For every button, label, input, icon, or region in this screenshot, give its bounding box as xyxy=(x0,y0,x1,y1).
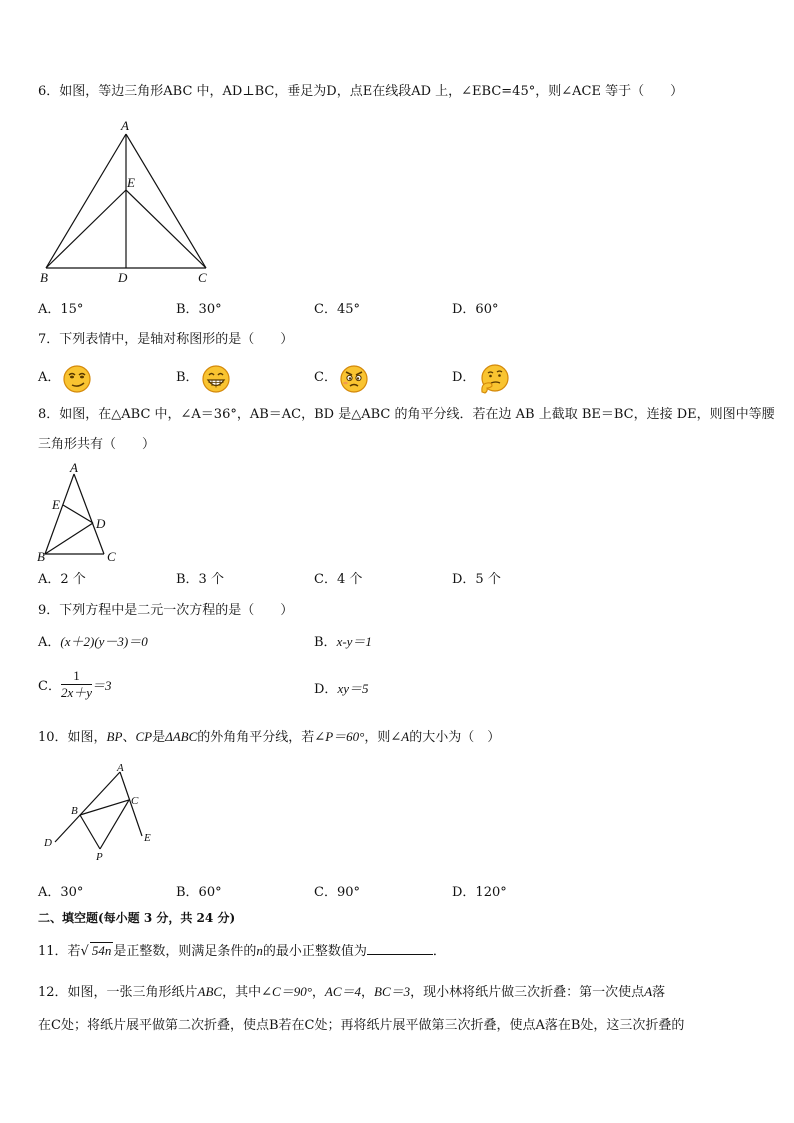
q9-option-c-rhs: ＝3 xyxy=(92,678,112,693)
q10-text-cp: CP xyxy=(135,729,153,744)
q10-text-a: ∠A xyxy=(390,729,410,744)
q8-line-bd xyxy=(45,523,93,554)
q6-label-c: C xyxy=(198,270,207,285)
q10-label-b: B xyxy=(71,805,78,817)
q11-mid: 是正整数，则满足条件的 xyxy=(113,944,257,959)
q11-end: ． xyxy=(432,944,446,959)
q6-option-b: B．30° xyxy=(176,302,222,317)
q12-line1-sep2: ， xyxy=(361,985,375,1000)
q10-text-mid: 是 xyxy=(152,730,166,745)
q8-label-d: D xyxy=(96,516,106,531)
q10-text-end: 的大小为（ ） xyxy=(409,730,501,745)
q8-option-c: C．4 个 xyxy=(314,572,363,587)
q11-pre: 11．若 xyxy=(38,944,81,959)
q6-option-d: D．60° xyxy=(452,302,499,317)
q12-line1-mid: ，其中 xyxy=(222,985,262,1000)
q10-text-mid2: 的外角角平分线，若 xyxy=(197,730,315,745)
q10-text-mid3: ，则 xyxy=(364,730,391,745)
q10-text-angle: ∠P＝60° xyxy=(314,729,365,744)
q10-text-pre: 10．如图， xyxy=(38,730,107,745)
q9-option-a xyxy=(38,633,148,652)
q12-line1-c: ∠C＝90° xyxy=(261,984,312,999)
q11-var: n xyxy=(256,943,263,958)
q7-option-b: B． xyxy=(176,370,199,385)
q9-option-b-prefix: B． xyxy=(314,635,337,650)
q9-option-a-math: (x＋2)(y－3)＝0 xyxy=(60,634,148,649)
q10-option-a: A．30° xyxy=(38,885,84,900)
q9-option-d-prefix: D． xyxy=(314,682,338,697)
q9-option-c-numerator: 1 xyxy=(61,668,92,685)
q11-text xyxy=(38,941,446,961)
q12-line1-bc: BC＝3 xyxy=(374,984,411,999)
q10-option-d: D．120° xyxy=(452,885,507,900)
q12-line2: 在C处；将纸片展平做第二次折叠，使点B若在C处；再将纸片展平做第三次折叠，使点A落在B处，这三次折叠的 xyxy=(38,1018,685,1033)
q8-option-a: A．2 个 xyxy=(38,572,86,587)
thinking-emoji-icon xyxy=(478,363,510,395)
q12-line1-a: A xyxy=(644,984,653,999)
q9-text: 9．下列方程中是二元一次方程的是（ ） xyxy=(38,603,294,618)
q6-label-b: B xyxy=(40,270,48,285)
q9-option-c-fraction xyxy=(61,668,92,701)
q6-text: 6．如图，等边三角形ABC 中，AD⊥BC，垂足为D，点E在线段AD 上，∠EBC=45°，则∠ACE 等于（ ） xyxy=(38,84,684,99)
q10-label-d: D xyxy=(44,837,52,849)
q11-answer-blank[interactable] xyxy=(367,941,433,955)
q8-line2: 三角形共有（ ） xyxy=(38,437,156,452)
q8-line1: 8．如图，在△ABC 中，∠A＝36°，AB＝AC，BD 是△ABC 的角平分线．若在边 AB 上截取 BE＝BC，连接 DE，则图中等腰 xyxy=(38,407,775,422)
q6-option-c: C．45° xyxy=(314,302,360,317)
q11-radical: 54n xyxy=(91,943,112,958)
sqrt-icon: √ xyxy=(80,944,89,959)
q10-text xyxy=(38,728,500,747)
angry-emoji-icon xyxy=(339,364,369,394)
q9-option-b xyxy=(314,633,372,652)
q12-line1-post: ，现小林将纸片做三次折叠：第一次使点 xyxy=(410,985,645,1000)
q8-option-d: D．5 个 xyxy=(452,572,501,587)
q12-line1-ac: AC＝4 xyxy=(324,984,362,999)
q10-option-c: C．90° xyxy=(314,885,360,900)
q10-label-e: E xyxy=(144,832,151,844)
q6-option-a: A．15° xyxy=(38,302,84,317)
q12-line1 xyxy=(38,983,665,1002)
q10-text-sep: 、 xyxy=(122,730,136,745)
q8-label-a: A xyxy=(70,460,78,475)
q12-line1-tail: 落 xyxy=(652,985,666,1000)
q9-option-c xyxy=(38,668,112,701)
q9-option-c-denominator: 2x＋y xyxy=(60,685,92,700)
q10-option-b: B．60° xyxy=(176,885,222,900)
q10-text-tri: ΔABC xyxy=(165,729,198,744)
q8-figure xyxy=(34,460,124,568)
q9-option-d xyxy=(314,680,368,699)
q8-label-b: B xyxy=(37,549,45,564)
q6-label-e: E xyxy=(127,175,135,190)
q9-option-b-math: x-y＝1 xyxy=(336,634,372,649)
q12-line1-pre: 12．如图，一张三角形纸片 xyxy=(38,985,198,1000)
q7-text: 7．下列表情中，是轴对称图形的是（ ） xyxy=(38,332,294,347)
grin-emoji-icon xyxy=(201,364,231,394)
section-title: 二、填空题(每小题 3 分，共 24 分) xyxy=(38,911,236,925)
q12-line1-abc: ABC xyxy=(197,984,223,999)
q9-option-c-prefix: C． xyxy=(38,679,61,694)
q10-text-bp: BP xyxy=(106,729,123,744)
q10-label-a: A xyxy=(117,762,124,774)
q6-label-a: A xyxy=(121,118,129,133)
q12-line1-sep: ， xyxy=(311,985,325,1000)
q10-figure xyxy=(40,760,160,870)
q8-label-e: E xyxy=(52,497,60,512)
q9-option-a-prefix: A． xyxy=(38,635,61,650)
q6-label-d: D xyxy=(118,270,128,285)
q11-post: 的最小正整数值为 xyxy=(262,944,367,959)
q7-option-c: C． xyxy=(314,370,337,385)
q9-option-d-math: xy＝5 xyxy=(337,681,369,696)
q10-label-c: C xyxy=(131,795,139,807)
q8-option-b: B．3 个 xyxy=(176,572,224,587)
q8-line-ab xyxy=(45,474,74,554)
q7-option-a: A． xyxy=(38,370,61,385)
q6-figure xyxy=(34,116,214,286)
smirk-emoji-icon xyxy=(62,364,92,394)
q10-line-bp xyxy=(80,815,100,849)
q10-label-p: P xyxy=(96,851,103,863)
q8-label-c: C xyxy=(107,549,116,564)
q7-option-d: D． xyxy=(452,370,476,385)
